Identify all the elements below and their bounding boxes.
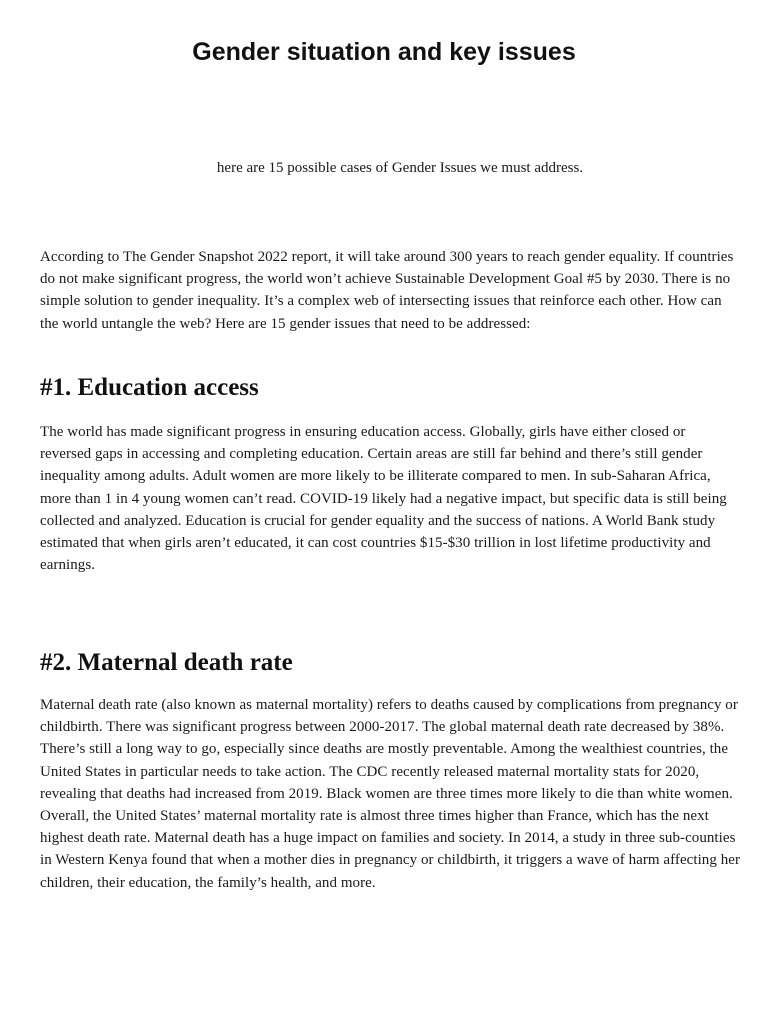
intro-paragraph: According to The Gender Snapshot 2022 report, it will take around 300 years to reach gender equality. If countries do not make significant progress, the world won’t achieve Sustainable Development Goal #5 by 2030. There is no simple solution to gender inequality. It’s a complex web of intersecting issues that reinforce each other. How can the world untangle the web? Here are 15 gender issues that need to be addressed: — [40, 249, 734, 332]
section-heading-maternal-death-rate: #2. Maternal death rate — [40, 649, 293, 676]
intro-line: here are 15 possible cases of Gender Issues we must address. — [216, 160, 584, 176]
section-body-maternal-death-rate: Maternal death rate (also known as maternal mortality) refers to deaths caused by complications from pregnancy or childbirth. There was significant progress between 2000-2017. The global maternal death rate decreased by 38%. There’s still a long way to go, especially since deaths are mostly preventable. Among the wealthiest countries, the United States in particular needs to take action. The CDC recently released maternal mortality stats for 2020, revealing that deaths had increased from 2019. Black women are three times more likely to die than white women. Overall, the United States’ maternal mortality rate is almost three times higher than France, which has the next highest death rate. Maternal death has a huge impact on families and society. In 2014, a study in three sub-counties in Western Kenya found that when a mother dies in pregnancy or childbirth, it triggers a wave of harm affecting her children, their education, the family’s health, and more. — [40, 697, 741, 891]
section-body-education-access: The world has made significant progress in ensuring education access. Globally, girls have either closed or reversed gaps in accessing and completing education. Certain areas are still far behind and there’s still gender inequality among adults. Adult women are more likely to be illiterate compared to men. In sub-Saharan Africa, more than 1 in 4 young women can’t read. COVID-19 likely had a negative impact, but specific data is still being collected and analyzed. Education is crucial for gender equality and the success of nations. A World Bank study estimated that when girls aren’t educated, it can cost countries $15-$30 trillion in lost lifetime productivity and earnings. — [40, 424, 727, 574]
document-title: Gender situation and key issues — [192, 38, 576, 66]
section-heading-education-access: #1. Education access — [40, 374, 259, 401]
